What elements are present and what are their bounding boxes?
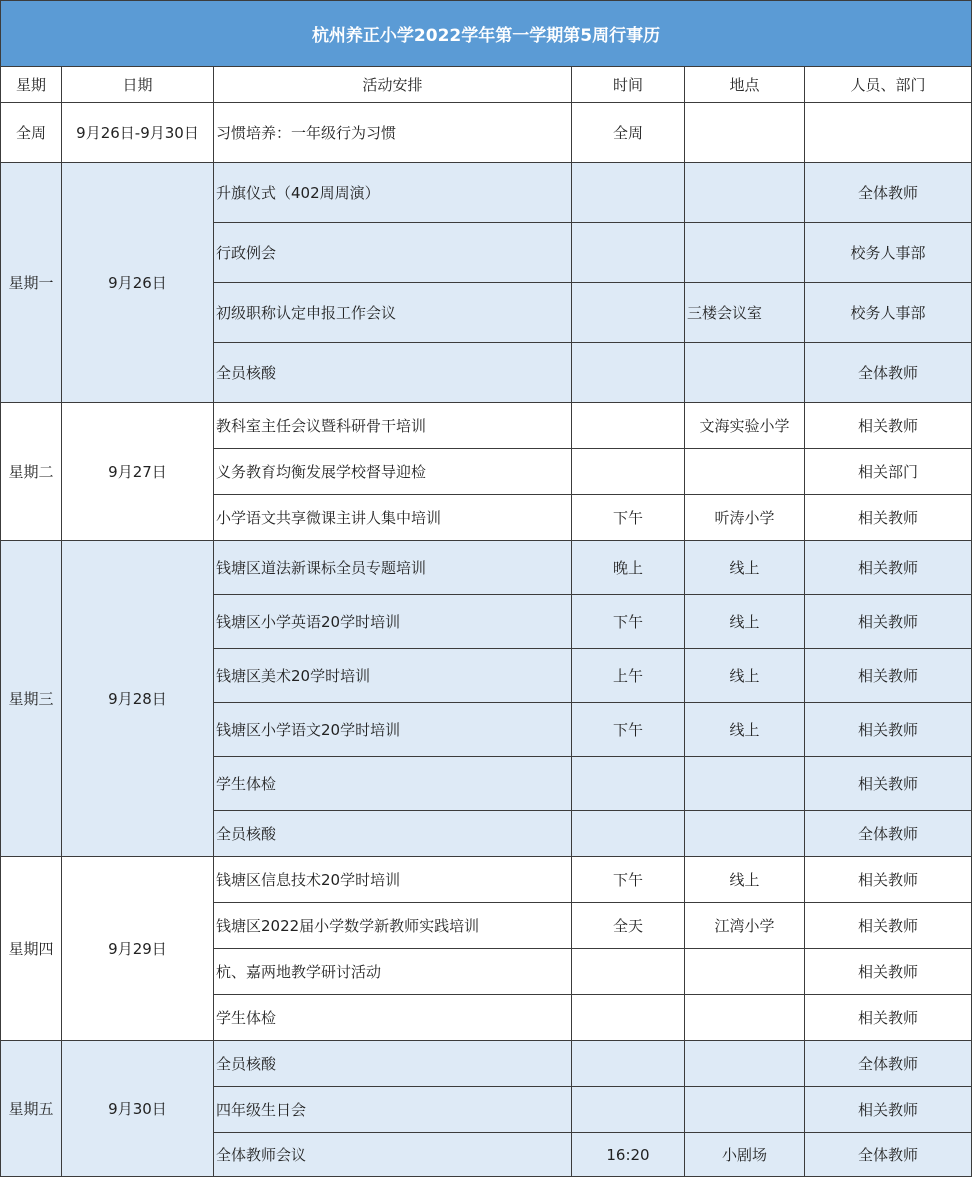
activity-cell: 钱塘区2022届小学数学新教师实践培训 [214,903,572,949]
people-cell: 相关教师 [805,949,972,995]
time-cell: 下午 [572,595,685,649]
table-row [1,857,972,903]
people-cell: 全体教师 [805,163,972,223]
location-cell [685,103,805,163]
date-cell: 9月28日 [62,541,214,857]
time-cell [572,163,685,223]
header-location: 地点 [685,67,805,103]
location-cell [685,163,805,223]
location-cell: 线上 [685,541,805,595]
table-row [1,1041,972,1087]
date-cell: 9月26日 [62,163,214,403]
activity-cell: 钱塘区小学英语20学时培训 [214,595,572,649]
header-time: 时间 [572,67,685,103]
activity-cell: 习惯培养：一年级行为习惯 [214,103,572,163]
activity-cell: 杭、嘉两地教学研讨活动 [214,949,572,995]
weekday-cell: 星期四 [1,857,62,1041]
date-cell: 9月26日-9月30日 [62,103,214,163]
people-cell: 相关教师 [805,995,972,1041]
time-cell [572,757,685,811]
location-cell: 三楼会议室 [685,283,805,343]
location-cell: 文海实验小学 [685,403,805,449]
people-cell: 相关教师 [805,703,972,757]
time-cell: 下午 [572,703,685,757]
location-cell [685,949,805,995]
location-cell: 线上 [685,703,805,757]
people-cell: 校务人事部 [805,223,972,283]
location-cell: 江湾小学 [685,903,805,949]
table-title: 杭州养正小学2022学年第一学期第5周行事历 [1,1,972,67]
location-cell [685,757,805,811]
weekday-cell: 星期五 [1,1041,62,1177]
table-row [1,163,972,223]
activity-cell: 全员核酸 [214,811,572,857]
date-cell: 9月30日 [62,1041,214,1177]
location-cell [685,449,805,495]
time-cell [572,343,685,403]
table-row [1,103,972,163]
location-cell [685,995,805,1041]
time-cell [572,949,685,995]
time-cell [572,811,685,857]
activity-cell: 升旗仪式（402周周演） [214,163,572,223]
time-cell: 上午 [572,649,685,703]
header-weekday: 星期 [1,67,62,103]
people-cell: 相关教师 [805,1087,972,1133]
date-cell: 9月27日 [62,403,214,541]
weekday-cell: 星期二 [1,403,62,541]
people-cell: 全体教师 [805,343,972,403]
weekday-cell: 全周 [1,103,62,163]
time-cell: 全周 [572,103,685,163]
activity-cell: 全员核酸 [214,1041,572,1087]
people-cell: 全体教师 [805,1041,972,1087]
time-cell: 晚上 [572,541,685,595]
location-cell: 线上 [685,857,805,903]
activity-cell: 全体教师会议 [214,1133,572,1177]
activity-cell: 教科室主任会议暨科研骨干培训 [214,403,572,449]
people-cell: 相关教师 [805,403,972,449]
time-cell: 16:20 [572,1133,685,1177]
activity-cell: 学生体检 [214,995,572,1041]
header-activity: 活动安排 [214,67,572,103]
time-cell [572,1041,685,1087]
location-cell: 线上 [685,595,805,649]
location-cell: 线上 [685,649,805,703]
activity-cell: 初级职称认定申报工作会议 [214,283,572,343]
activity-cell: 钱塘区信息技术20学时培训 [214,857,572,903]
people-cell: 相关教师 [805,757,972,811]
time-cell: 下午 [572,857,685,903]
header-people: 人员、部门 [805,67,972,103]
activity-cell: 义务教育均衡发展学校督导迎检 [214,449,572,495]
activity-cell: 学生体检 [214,757,572,811]
header-date: 日期 [62,67,214,103]
title-row [1,1,972,67]
activity-cell: 钱塘区美术20学时培训 [214,649,572,703]
time-cell [572,449,685,495]
people-cell: 相关教师 [805,903,972,949]
weekday-cell: 星期三 [1,541,62,857]
location-cell [685,1087,805,1133]
activity-cell: 全员核酸 [214,343,572,403]
time-cell: 全天 [572,903,685,949]
activity-cell: 四年级生日会 [214,1087,572,1133]
people-cell: 相关教师 [805,595,972,649]
people-cell: 相关教师 [805,649,972,703]
time-cell [572,1087,685,1133]
location-cell: 听涛小学 [685,495,805,541]
weekday-cell: 星期一 [1,163,62,403]
header-row [1,67,972,103]
time-cell [572,403,685,449]
people-cell: 相关教师 [805,857,972,903]
date-cell: 9月29日 [62,857,214,1041]
people-cell: 全体教师 [805,811,972,857]
activity-cell: 钱塘区道法新课标全员专题培训 [214,541,572,595]
table-row [1,403,972,449]
time-cell [572,223,685,283]
location-cell [685,343,805,403]
location-cell [685,1041,805,1087]
time-cell: 下午 [572,495,685,541]
time-cell [572,283,685,343]
activity-cell: 小学语文共享微课主讲人集中培训 [214,495,572,541]
people-cell: 相关部门 [805,449,972,495]
people-cell: 相关教师 [805,495,972,541]
people-cell: 相关教师 [805,541,972,595]
time-cell [572,995,685,1041]
people-cell [805,103,972,163]
people-cell: 全体教师 [805,1133,972,1177]
people-cell: 校务人事部 [805,283,972,343]
activity-cell: 钱塘区小学语文20学时培训 [214,703,572,757]
location-cell [685,223,805,283]
table-row [1,541,972,595]
location-cell: 小剧场 [685,1133,805,1177]
activity-cell: 行政例会 [214,223,572,283]
location-cell [685,811,805,857]
